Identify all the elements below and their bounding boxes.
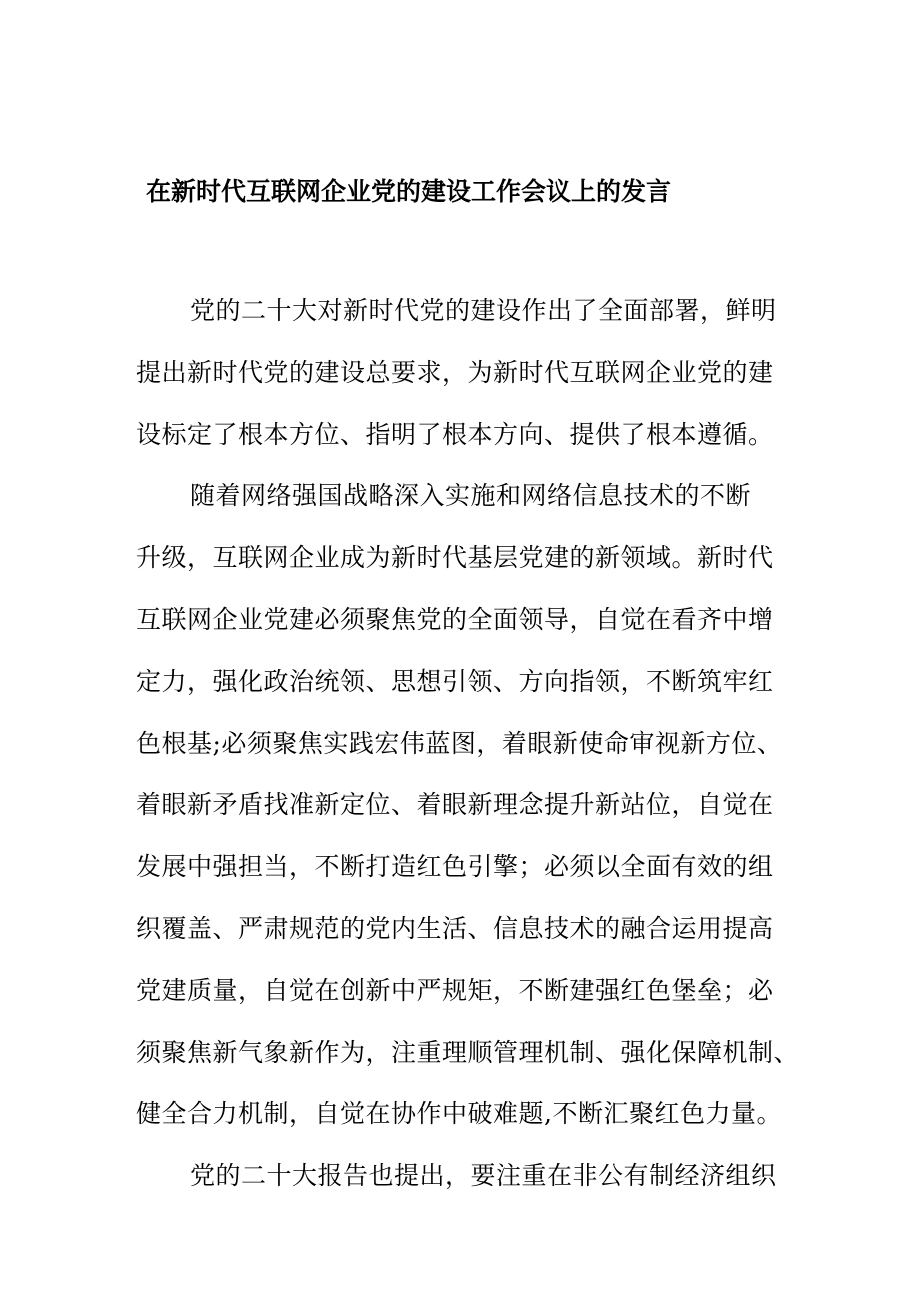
document-body xyxy=(136,280,816,1207)
body-text-line: 织覆盖、严肃规范的党内生活、信息技术的融合运用提高 xyxy=(136,913,774,943)
body-text-line: 提出新时代党的建设总要求，为新时代互联网企业党的建 xyxy=(136,357,774,387)
body-text-line: 设标定了根本方位、指明了根本方向、提供了根本遵循。 xyxy=(136,419,774,449)
body-text-line: 着眼新矛盾找准新定位、着眼新理念提升新站位，自觉在 xyxy=(136,790,774,820)
body-text-line: 党建质量，自觉在创新中严规矩，不断建强红色堡垒；必 xyxy=(136,975,774,1005)
body-text-line: 互联网企业党建必须聚焦党的全面领导，自觉在看齐中增 xyxy=(136,604,774,634)
body-text-line: 升级，互联网企业成为新时代基层党建的新领域。新时代 xyxy=(136,543,774,573)
body-text-line: 党的二十大报告也提出，要注重在非公有制经济组织 xyxy=(190,1161,777,1191)
body-text-line: 党的二十大对新时代党的建设作出了全面部署，鲜明 xyxy=(190,296,777,325)
document-title: 在新时代互联网企业党的建设工作会议上的发言 xyxy=(146,177,672,206)
body-text-line: 健全合力机制，自觉在协作中破难题,不断汇聚红色力量。 xyxy=(136,1099,782,1129)
body-text-line: 发展中强担当，不断打造红色引擎；必须以全面有效的组 xyxy=(136,852,774,882)
body-text-line: 随着网络强国战略深入实施和网络信息技术的不断 xyxy=(190,481,752,511)
body-text-line: 色根基;必须聚焦实践宏伟蓝图，着眼新使命审视新方位、 xyxy=(136,728,783,758)
body-text-line: 定力，强化政治统领、思想引领、方向指领，不断筑牢红 xyxy=(136,666,774,696)
body-text-line: 须聚焦新气象新作为，注重理顺管理机制、强化保障机制、 xyxy=(136,1037,800,1067)
